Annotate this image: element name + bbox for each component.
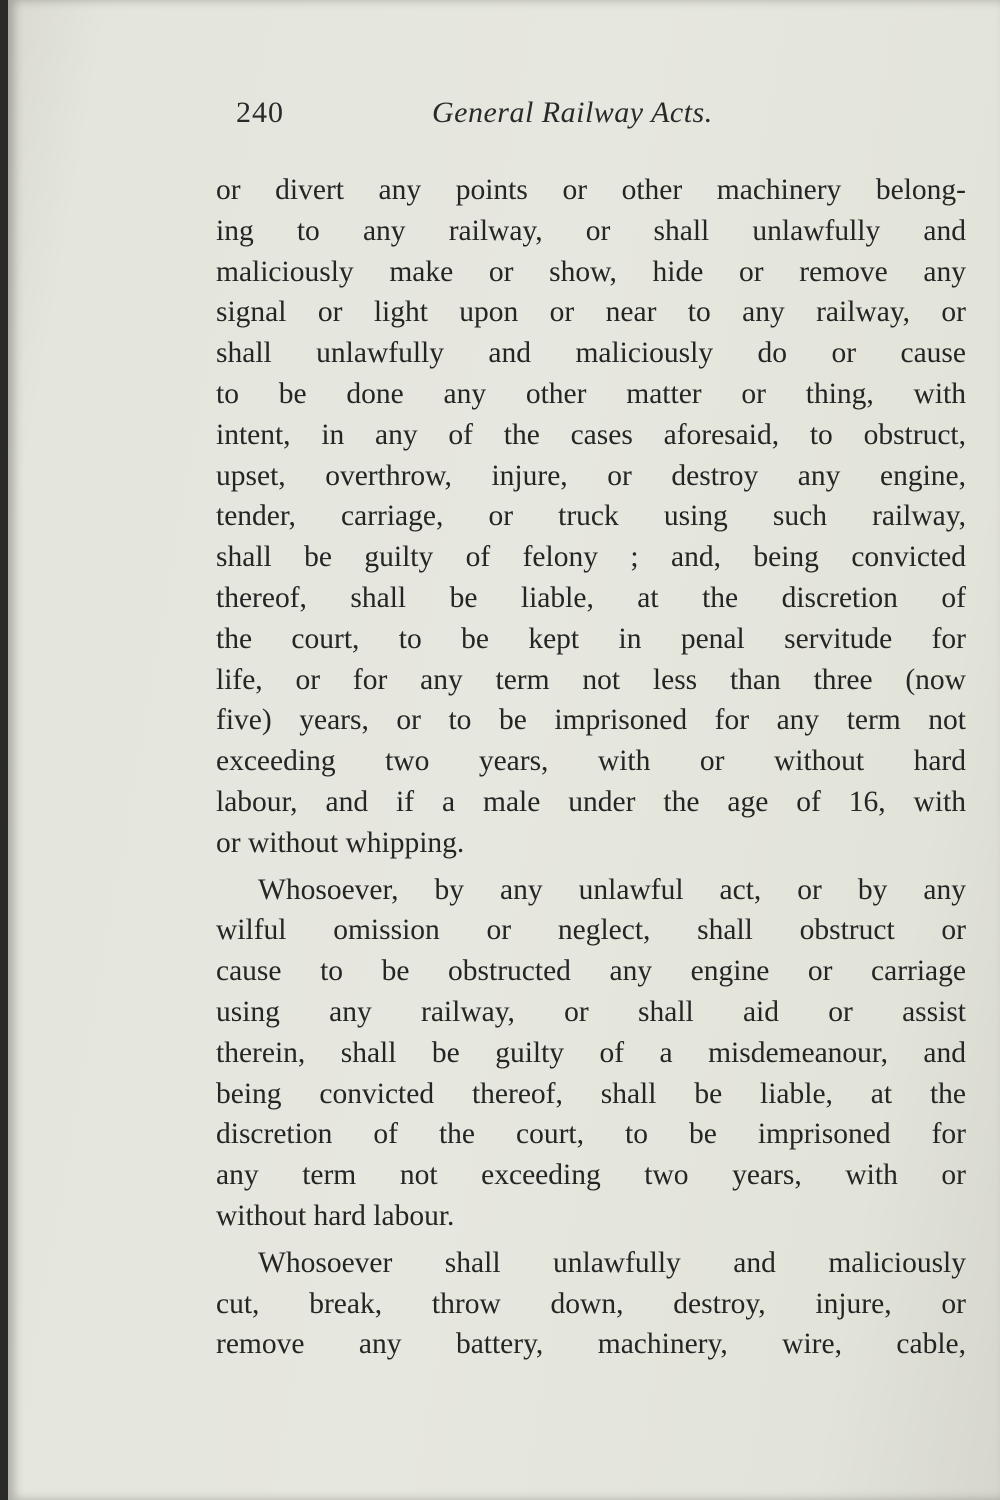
- text-line: thereof, shall be liable, at the discretion of: [216, 581, 966, 614]
- text-line: upset, overthrow, injure, or destroy any engine,: [216, 459, 966, 492]
- text-line: or divert any points or other machinery belong-: [216, 174, 966, 206]
- text-line: remove any battery, machinery, wire, cable,: [216, 1328, 966, 1361]
- text-line: Whosoever shall unlawfully and maliciously: [258, 1246, 966, 1279]
- book-page: [8, 0, 1000, 1500]
- text-line: the court, to be kept in penal servitude for: [216, 622, 966, 655]
- text-line: tender, carriage, or truck using such railway,: [216, 500, 966, 533]
- text-line: shall be guilty of felony ; and, being convicted: [216, 541, 966, 574]
- text-line: therein, shall be guilty of a misdemeanour, and: [216, 1036, 966, 1069]
- text-line: exceeding two years, with or without hard: [216, 745, 966, 778]
- text-line: intent, in any of the cases aforesaid, to obstruct,: [216, 418, 966, 451]
- text-line: any term not exceeding two years, with or: [216, 1159, 966, 1192]
- text-line: to be done any other matter or thing, with: [216, 377, 966, 410]
- text-line: discretion of the court, to be imprisoned for: [216, 1118, 966, 1151]
- text-line: using any railway, or shall aid or assist: [216, 995, 966, 1028]
- text-line: without hard labour.: [216, 1199, 455, 1232]
- text-line: being convicted thereof, shall be liable, at the: [216, 1077, 966, 1110]
- text-line: shall unlawfully and maliciously do or cause: [216, 337, 966, 370]
- text-line: ing to any railway, or shall unlawfully and: [216, 214, 966, 247]
- text-line: maliciously make or show, hide or remove any: [216, 255, 966, 288]
- running-title: General Railway Acts.: [432, 96, 713, 129]
- paragraph-3: [216, 1243, 966, 1365]
- body-text: [216, 170, 966, 1371]
- page-number: 240: [236, 96, 284, 129]
- text-line: life, or for any term not less than three (now: [216, 663, 966, 696]
- text-line: or without whipping.: [216, 826, 465, 859]
- text-line: cut, break, throw down, destroy, injure, or: [216, 1287, 966, 1320]
- paragraph-2: [216, 870, 966, 1237]
- text-line: Whosoever, by any unlawful act, or by any: [258, 873, 966, 906]
- text-line: signal or light upon or near to any railway, or: [216, 296, 966, 329]
- text-line: wilful omission or neglect, shall obstruct or: [216, 914, 966, 947]
- text-line: five) years, or to be imprisoned for any term not: [216, 704, 966, 737]
- running-head: [230, 96, 790, 140]
- text-line: cause to be obstructed any engine or carriage: [216, 955, 966, 988]
- text-line: labour, and if a male under the age of 16, with: [216, 785, 966, 818]
- paragraph-1: [216, 170, 966, 864]
